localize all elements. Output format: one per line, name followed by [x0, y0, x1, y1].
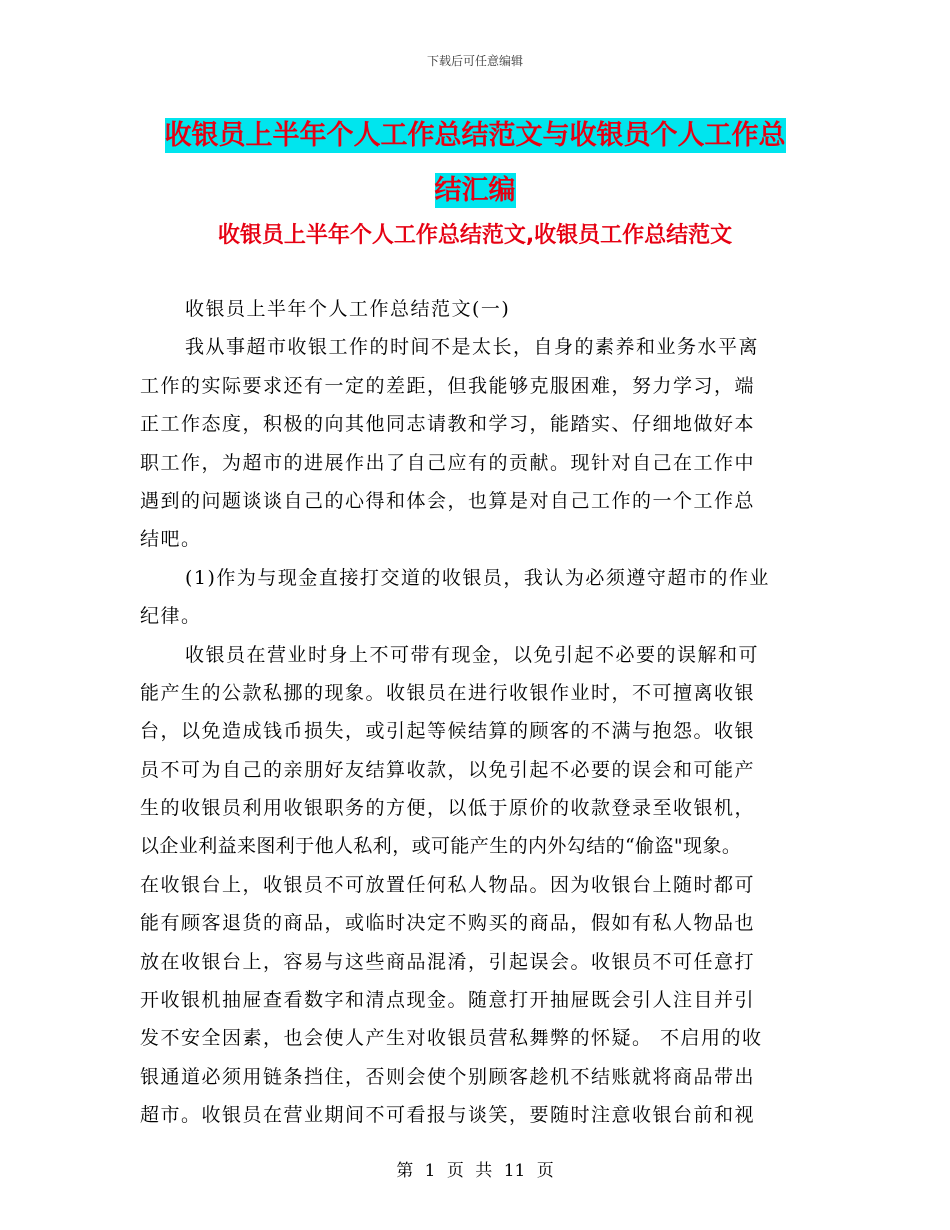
title-line-1: 收银员上半年个人工作总结范文与收银员个人工作总	[164, 120, 786, 151]
body-line: (1)作为与现金直接打交道的收银员，我认为必须遵守超市的作业	[185, 566, 770, 589]
body-line: 纪律。	[140, 605, 202, 628]
body-line: 台，以免造成钱币损失，或引起等候结算的顾客的不满与抱怨。收银	[140, 720, 756, 743]
body-text	[140, 290, 812, 1135]
body-line: 工作的实际要求还有一定的差距，但我能够克服困难，努力学习，端	[140, 374, 756, 397]
body-line: 结吧。	[140, 528, 202, 551]
page-header-note: 下载后可任意编辑	[426, 54, 523, 68]
section-subtitle: 收银员上半年个人工作总结范文,收银员工作总结范文	[217, 223, 733, 248]
page-number-footer: 第 1 页 共 11 页	[396, 1161, 554, 1181]
body-line: 我从事超市收银工作的时间不是太长，自身的素养和业务水平离	[185, 336, 760, 359]
body-line: 能产生的公款私挪的现象。收银员在进行收银作业时，不可擅离收银	[140, 681, 756, 704]
body-line: 发不安全因素，也会使人产生对收银员营私舞弊的怀疑。 不启用的收	[140, 1027, 763, 1050]
body-line: 开收银机抽屉查看数字和清点现金。随意打开抽屉既会引人注目并引	[140, 989, 756, 1012]
title-line-2: 结汇编	[434, 175, 516, 206]
body-line: 正工作态度，积极的向其他同志请教和学习，能踏实、仔细地做好本	[140, 413, 756, 436]
body-line: 收银员在营业时身上不可带有现金，以免引起不必要的误解和可	[185, 643, 760, 666]
body-line: 在收银台上，收银员不可放置任何私人物品。因为收银台上随时都可	[140, 873, 756, 896]
body-line: 银通道必须用链条挡住，否则会使个别顾客趁机不结账就将商品带出	[140, 1065, 756, 1088]
body-line: 遇到的问题谈谈自己的心得和体会，也算是对自己工作的一个工作总	[140, 489, 756, 512]
body-line: 以企业利益来图利于他人私利，或可能产生的内外勾结的“偷盗"现象。	[140, 835, 742, 858]
body-line: 能有顾客退货的商品，或临时决定不购买的商品，假如有私人物品也	[140, 912, 756, 935]
body-line: 员不可为自己的亲朋好友结算收款，以免引起不必要的误会和可能产	[140, 758, 756, 781]
body-line: 超市。收银员在营业期间不可看报与谈笑，要随时注意收银台前和视	[140, 1104, 756, 1127]
document-title	[0, 108, 950, 218]
body-line: 生的收银员利用收银职务的方便，以低于原价的收款登录至收银机，	[140, 797, 756, 820]
body-line: 收银员上半年个人工作总结范文(一)	[185, 298, 511, 320]
body-line: 放在收银台上，容易与这些商品混淆，引起误会。收银员不可任意打	[140, 950, 756, 973]
body-line: 职工作，为超市的进展作出了自己应有的贡献。现针对自己在工作中	[140, 451, 756, 474]
